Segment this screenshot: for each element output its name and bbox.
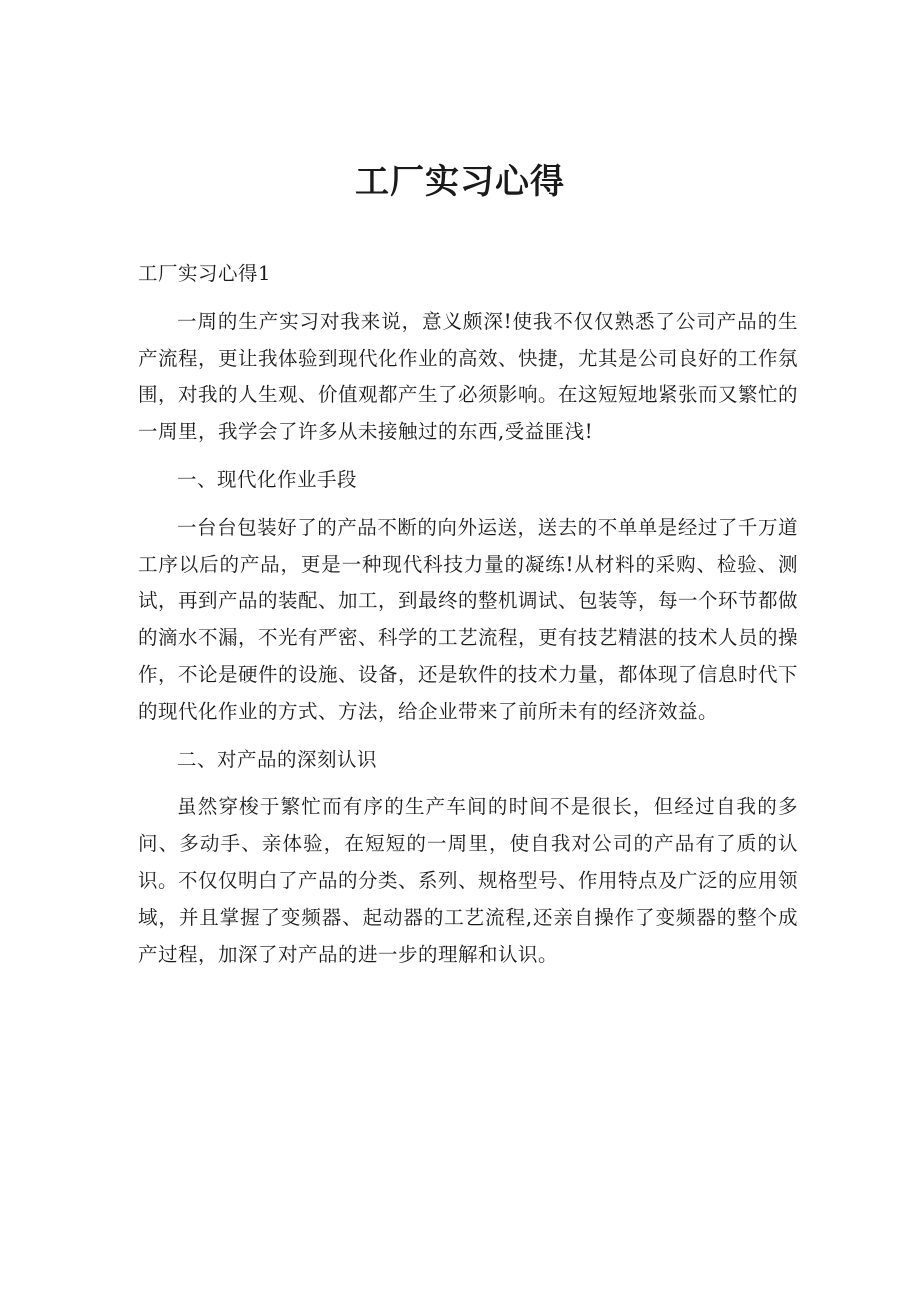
section-heading-product-understanding: 二、对产品的深刻认识 (177, 747, 378, 771)
section-paragraph-product-understanding: 虽然穿梭于繁忙而有序的生产车间的时间不是很长，但经过自我的多问、多动手、亲体验，在短短的一周里，使自我对公司的产品有了质的认识。不仅仅明白了产品的分类、系列、规格型号、作用特点及广泛的应用领域，并且掌握了变频器、起动器的工艺流程,还亲自操作了变频器的整个成产过程，加深了对产品的进一步的理解和认识。 (138, 795, 799, 966)
document-subtitle: 工厂实习心得1 (138, 262, 271, 285)
section-paragraph-modern-operations: 一台台包装好了的产品不断的向外运送，送去的不单单是经过了千万道工序以后的产品，更是一种现代科技力量的凝练!从材料的采购、检验、测试，再到产品的装配、加工，到最终的整机调试、包装等，每一个环节都做的滴水不漏，不光有严密、科学的工艺流程，更有技艺精湛的技术人员的操作，不论是硬件的设施、设备，还是软件的技术力量，都体现了信息时代下的现代化作业的方式、方法，给企业带来了前所未有的经济效益。 (138, 515, 799, 723)
document-body (138, 256, 798, 984)
section-heading-modern-operations: 一、现代化作业手段 (177, 467, 358, 491)
intro-paragraph: 一周的生产实习对我来说，意义颇深!使我不仅仅熟悉了公司产品的生产流程，更让我体验到现代化作业的高效、快捷，尤其是公司良好的工作氛围，对我的人生观、价值观都产生了必须影响。在这短短地紧张而又繁忙的一周里，我学会了许多从未接触过的东西,受益匪浅! (138, 309, 799, 444)
document-title: 工厂实习心得 (355, 162, 565, 202)
